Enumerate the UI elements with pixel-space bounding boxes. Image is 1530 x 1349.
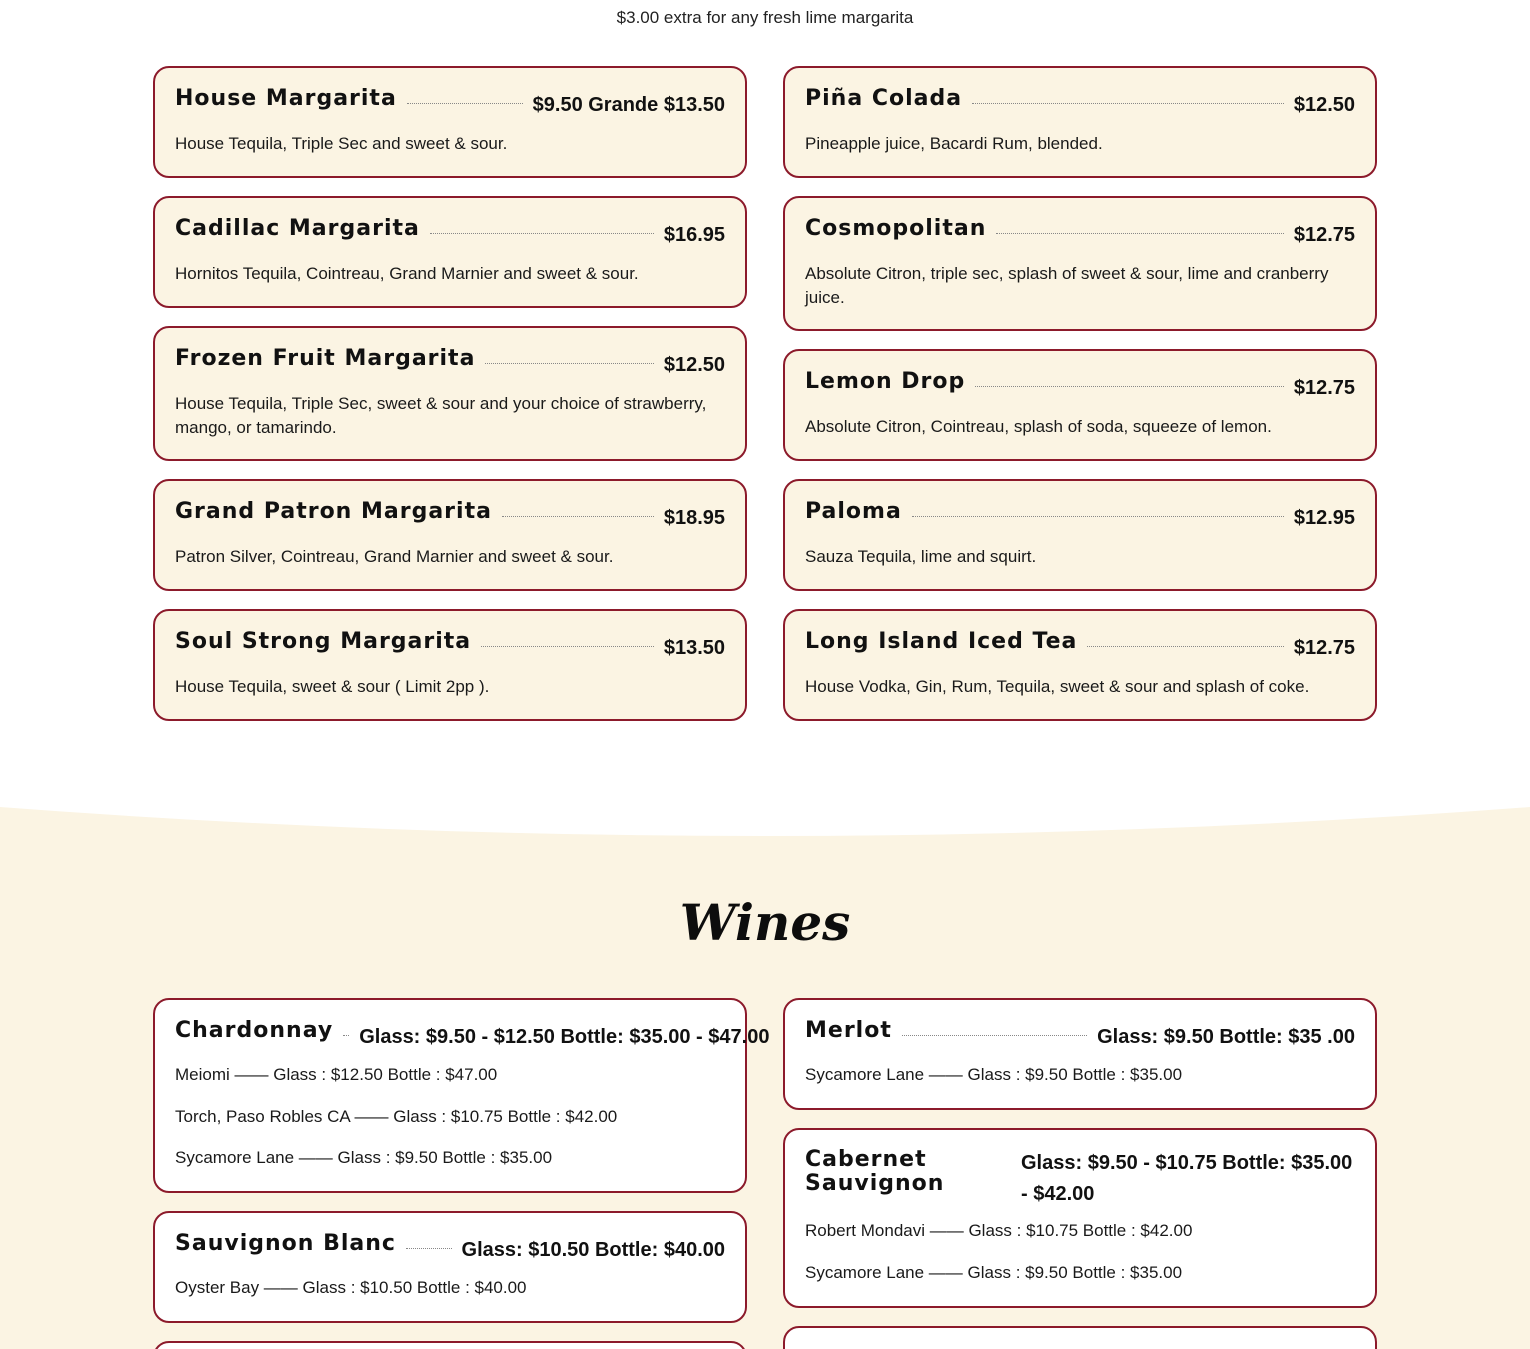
item-description: House Vodka, Gin, Rum, Tequila, sweet & sour and splash of coke. [805,677,1310,696]
wine-item-chardonnay [153,998,770,1193]
item-name: Soul Strong Margarita [175,629,472,654]
item-price: $12.75 [1293,224,1355,246]
item-description: Pineapple juice, Bacardi Rum, blended. [805,134,1103,153]
item-name: Cosmopolitan [805,216,987,241]
section-curve-divider [0,805,1530,845]
wine-line: Meiomi —— Glass : $12.50 Bottle : $47.00 [175,1065,498,1084]
wine-line: Sycamore Lane —— Glass : $9.50 Bottle : $35.00 [805,1065,1183,1084]
dotted-leader [485,346,653,364]
menu-item-frozen-fruit-margarita [153,326,747,461]
wine-item-cabernet-sauvignon [783,1128,1377,1308]
item-name: Grand Patron Margarita [175,499,492,524]
dotted-leader [502,499,654,517]
menu-item-house-margarita [153,66,747,178]
menu-item-paloma [783,479,1377,591]
wine-line: Robert Mondavi —— Glass : $10.75 Bottle : $42.00 [805,1221,1193,1240]
item-description: Hornitos Tequila, Cointreau, Grand Marnier and sweet & sour. [175,264,639,283]
menu-item-cadillac-margarita [153,196,747,308]
dotted-leader [430,216,654,234]
item-price: $13.50 [663,637,725,659]
wine-item-sauvignon-blanc [153,1211,747,1323]
item-price: Glass: $9.50 - $10.75 Bottle: $35.00 - $42.00 [1021,1152,1353,1205]
item-price: $12.75 [1293,377,1355,399]
menu-item-pina-colada [783,66,1377,178]
dotted-leader [972,86,1284,104]
item-price: $9.50 Grande $13.50 [532,94,725,116]
dotted-leader [912,499,1284,517]
dotted-leader [1087,629,1283,647]
menu-item-grand-patron-margarita [153,479,747,591]
item-price: Glass: $9.50 - $12.50 Bottle: $35.00 - $47.00 [359,1026,770,1048]
item-name: Cadillac Margarita [175,216,420,241]
item-price: $12.95 [1293,507,1355,529]
item-name: Paloma [805,499,902,524]
item-price: Glass: $10.50 Bottle: $40.00 [461,1239,725,1261]
wine-line: Sycamore Lane —— Glass : $9.50 Bottle : $35.00 [805,1263,1183,1282]
item-price: $12.50 [663,354,725,376]
item-name: Piña Colada [805,86,963,111]
dotted-leader [481,629,654,647]
wine-line: Sycamore Lane —— Glass : $9.50 Bottle : $35.00 [175,1148,553,1167]
wine-item-merlot [783,998,1377,1110]
item-name: Sauvignon Blanc [175,1231,396,1256]
item-name: Lemon Drop [805,369,966,394]
dotted-leader [902,1018,1087,1036]
item-name: House Margarita [175,86,397,111]
dotted-leader [975,369,1284,387]
menu-item-long-island-iced-tea [783,609,1377,721]
item-description: House Tequila, Triple Sec and sweet & sour. [175,134,508,153]
item-description: House Tequila, Triple Sec, sweet & sour and your choice of strawberry, mango, or tamarindo. [175,394,707,437]
item-price: Glass: $9.50 Bottle: $35 .00 [1097,1026,1355,1048]
dotted-leader [407,86,523,104]
lime-margarita-note: $3.00 extra for any fresh lime margarita [616,8,914,27]
dotted-leader [406,1231,452,1249]
item-name: Chardonnay [175,1018,334,1043]
item-price: $12.50 [1293,94,1355,116]
item-description: House Tequila, sweet & sour ( Limit 2pp ). [175,677,490,696]
item-name: Long Island Iced Tea [805,629,1078,654]
item-price: $18.95 [663,507,725,529]
dotted-leader [996,216,1283,234]
item-description: Absolute Citron, triple sec, splash of sweet & sour, lime and cranberry juice. [805,264,1329,307]
item-description: Patron Silver, Cointreau, Grand Marnier and sweet & sour. [175,547,614,566]
item-name: Merlot [805,1018,892,1043]
menu-item-soul-strong-margarita [153,609,747,721]
item-name: Frozen Fruit Margarita [175,346,476,371]
wines-heading: Wines [679,893,851,952]
wine-line: Oyster Bay —— Glass : $10.50 Bottle : $40.00 [175,1278,527,1297]
item-description: Absolute Citron, Cointreau, splash of soda, squeeze of lemon. [805,417,1272,436]
item-name: Cabernet Sauvignon [805,1147,945,1196]
item-price: $12.75 [1293,637,1355,659]
wine-item-partial [153,1341,747,1349]
item-price: $16.95 [663,224,725,246]
item-description: Sauza Tequila, lime and squirt. [805,547,1037,566]
menu-item-lemon-drop [783,349,1377,461]
dotted-leader [343,1018,349,1036]
menu-item-cosmopolitan [783,196,1377,331]
wine-item-partial [783,1326,1377,1349]
wine-line: Torch, Paso Robles CA —— Glass : $10.75 Bottle : $42.00 [175,1107,618,1126]
